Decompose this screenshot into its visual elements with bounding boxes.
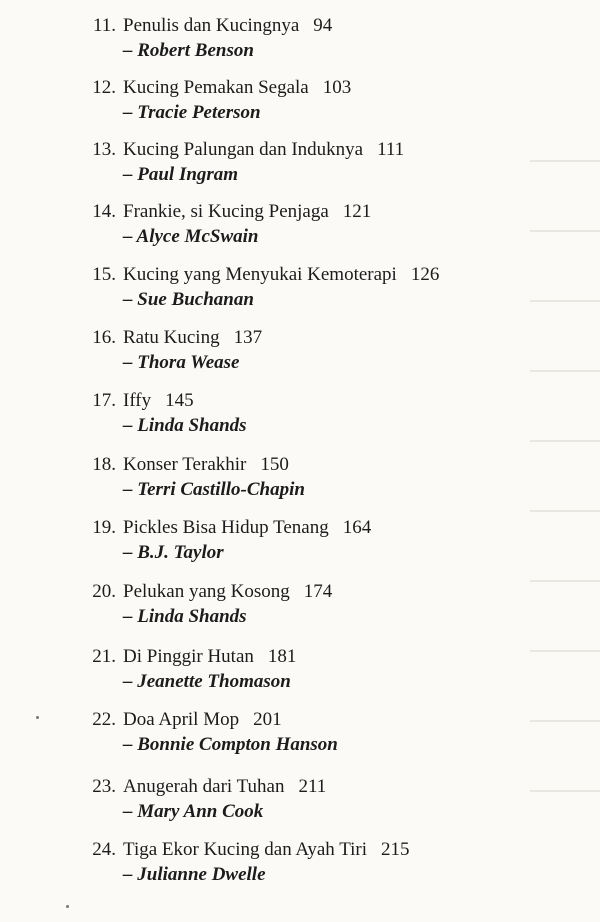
entry-title-line — [123, 645, 296, 669]
entry-page: 126 — [410, 264, 440, 285]
entry-number: 17. — [92, 390, 116, 411]
entry-title: Kucing Palungan dan Induknya — [123, 139, 364, 160]
entry-title-line — [123, 326, 262, 350]
entry-title: Frankie, si Kucing Penjaga — [123, 201, 329, 222]
toc-entry — [0, 200, 600, 260]
entry-title: Kucing Pemakan Segala — [123, 77, 309, 98]
entry-title-line — [123, 453, 289, 477]
entry-title-line — [123, 200, 371, 224]
entry-title-line — [123, 389, 194, 413]
toc-entry — [0, 389, 600, 449]
entry-title: Konser Terakhir — [123, 454, 247, 475]
toc-entry — [0, 453, 600, 513]
entry-page: 211 — [298, 776, 327, 797]
entry-title-line — [123, 76, 351, 100]
toc-entry — [0, 76, 600, 136]
entry-title-line — [123, 138, 404, 162]
entry-author: – Tracie Peterson — [123, 102, 261, 123]
entry-author: – Mary Ann Cook — [123, 801, 264, 822]
toc-entry — [0, 645, 600, 705]
entry-title: Doa April Mop — [123, 709, 240, 730]
entry-title-line — [123, 14, 332, 38]
entry-title: Penulis dan Kucingnya — [123, 15, 300, 36]
entry-page: 174 — [303, 581, 333, 602]
toc-entry — [0, 263, 600, 323]
entry-author: – Alyce McSwain — [123, 226, 259, 247]
entry-title-line — [123, 775, 326, 799]
entry-author: – Julianne Dwelle — [123, 864, 266, 885]
entry-page: 121 — [342, 201, 372, 222]
entry-number: 13. — [92, 139, 116, 160]
entry-title: Pickles Bisa Hidup Tenang — [123, 517, 329, 538]
entry-number: 11. — [92, 15, 116, 36]
toc-entry — [0, 138, 600, 198]
entry-title-line — [123, 263, 439, 287]
entry-page: 164 — [342, 517, 372, 538]
entry-page: 137 — [233, 327, 263, 348]
entry-number: 19. — [92, 517, 116, 538]
entry-author: – Jeanette Thomason — [123, 671, 291, 692]
entry-number: 21. — [92, 646, 116, 667]
entry-number: 18. — [92, 454, 116, 475]
entry-title-line — [123, 516, 371, 540]
entry-title-line — [123, 708, 282, 732]
print-speck — [66, 905, 69, 908]
entry-number: 22. — [92, 709, 116, 730]
entry-page: 145 — [165, 390, 194, 411]
entry-page: 215 — [381, 839, 410, 860]
entry-title: Di Pinggir Hutan — [123, 646, 254, 667]
entry-number: 16. — [92, 327, 116, 348]
entry-number: 20. — [92, 581, 116, 602]
toc-entry — [0, 580, 600, 640]
entry-number: 14. — [92, 201, 116, 222]
entry-title-line — [123, 580, 332, 604]
entry-title: Tiga Ekor Kucing dan Ayah Tiri — [123, 839, 368, 860]
entry-title: Pelukan yang Kosong — [123, 581, 290, 602]
entry-title-line — [123, 838, 410, 862]
entry-author: – Bonnie Compton Hanson — [123, 734, 338, 755]
print-speck — [36, 716, 39, 719]
entry-author: – B.J. Taylor — [123, 542, 224, 563]
entry-page: 201 — [253, 709, 282, 730]
entry-author: – Sue Buchanan — [123, 289, 254, 310]
entry-title: Ratu Kucing — [123, 327, 220, 348]
entry-author: – Thora Wease — [123, 352, 240, 373]
toc-entry — [0, 838, 600, 898]
toc-entry — [0, 708, 600, 768]
toc-entry — [0, 326, 600, 386]
entry-number: 23. — [92, 776, 116, 797]
entry-title: Kucing yang Menyukai Kemoterapi — [123, 264, 397, 285]
entry-page: 150 — [260, 454, 289, 475]
toc-entry — [0, 14, 600, 74]
entry-number: 24. — [92, 839, 116, 860]
entry-author: – Terri Castillo-Chapin — [123, 479, 305, 500]
entry-author: – Paul Ingram — [123, 164, 239, 185]
entry-page: 181 — [267, 646, 297, 667]
entry-number: 15. — [92, 264, 116, 285]
entry-author: – Robert Benson — [123, 40, 254, 61]
entry-author: – Linda Shands — [123, 606, 247, 627]
entry-number: 12. — [92, 77, 116, 98]
entry-title: Iffy — [123, 390, 152, 411]
entry-author: – Linda Shands — [123, 415, 247, 436]
toc-entry — [0, 775, 600, 835]
toc-entry — [0, 516, 600, 576]
entry-page: 103 — [322, 77, 352, 98]
entry-title: Anugerah dari Tuhan — [123, 776, 285, 797]
entry-page: 111 — [377, 139, 405, 160]
entry-page: 94 — [313, 15, 333, 36]
